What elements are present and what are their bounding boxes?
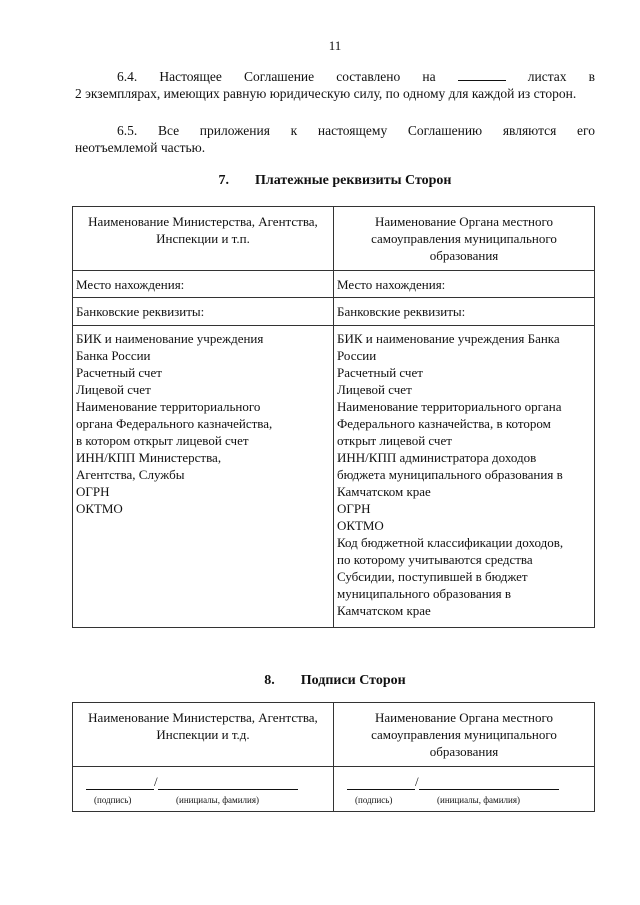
details-left-line: Лицевой счет [76,382,151,397]
details-left-line: БИК и наименование учреждения [76,331,264,346]
details-left-line: Наименование территориального [76,399,261,414]
paragraph-6-5-first-line: 6.5. Все приложения к настоящему Соглашению являются его [117,123,595,138]
details-left-line: органа Федерального казначейства, [76,416,273,431]
details-right-line: Код бюджетной классификации доходов, [337,535,564,550]
signatures-table [72,702,595,812]
signature-slash-left: / [154,774,158,789]
details-right-line: бюджета муниципального образования в [337,467,563,482]
details-right-line: по которому учитываются средства [337,552,533,567]
section-7-heading [0,173,640,189]
details-right-line: Наименование территориального органа [337,399,562,414]
signature-line-right [337,773,591,790]
table8-head-right: Наименование Органа местного самоуправления муниципального образования [334,703,595,767]
table7-location-right: Место нахождения: [334,271,595,298]
section-8-title: Подписи Сторон [300,673,406,688]
paragraph-6-4-text-b: листах в [527,69,595,84]
signature-cell-left [73,767,334,812]
details-right-line: Расчетный счет [337,365,423,380]
signature-cell-right [334,767,595,812]
details-right-line: ИНН/КПП администратора доходов [337,450,537,465]
section-8-heading [0,673,640,689]
details-left-line: ИНН/КПП Министерства, [76,450,222,465]
table7-details-right [334,326,595,628]
signature-captions-left [76,792,330,809]
details-right-line: ОГРН [337,501,371,516]
details-right-line: Федерального казначейства, в котором [337,416,551,431]
table7-details-left [73,326,334,628]
details-left-line: в котором открыт лицевой счет [76,433,249,448]
details-right-line: открыт лицевой счет [337,433,452,448]
signature-caption-right: (подпись) [355,795,393,805]
section-8-number: 8. [264,673,275,688]
details-left-line: Расчетный счет [76,365,162,380]
details-right-line: России [337,348,377,363]
sheet-count-blank [458,68,506,81]
details-right-line: Камчатском крае [337,484,431,499]
details-right-line: ОКТМО [337,518,384,533]
section-7-number: 7. [218,173,229,188]
name-blank-right [419,777,559,790]
details-right-line: БИК и наименование учреждения Банка [337,331,560,346]
name-caption-right: (инициалы, фамилия) [437,795,520,805]
signature-line-left [76,773,330,790]
paragraph-6-4 [75,68,595,102]
signature-slash-right: / [415,774,419,789]
details-left-line: Агентства, Службы [76,467,185,482]
details-right-line: Субсидии, поступившей в бюджет [337,569,528,584]
table7-bank-left: Банковские реквизиты: [73,298,334,326]
details-left-line: ОГРН [76,484,110,499]
paragraph-6-5-rest: неотъемлемой частью. [75,140,206,155]
signature-caption-left: (подпись) [94,795,132,805]
details-right-line: Камчатском крае [337,603,431,618]
table7-head-right: Наименование Органа местного самоуправления муниципального образования [334,207,595,271]
details-right-line: Лицевой счет [337,382,412,397]
payment-details-table [72,206,595,628]
table7-head-left: Наименование Министерства, Агентства, Инспекции и т.п. [73,207,334,271]
paragraph-6-4-first-line [75,68,595,85]
paragraph-6-5 [75,122,595,156]
signature-blank-left [86,777,154,790]
name-caption-left: (инициалы, фамилия) [176,795,259,805]
paragraph-6-4-text-a: 6.4. Настоящее Соглашение составлено на [117,69,436,84]
paragraph-6-4-rest: 2 экземплярах, имеющих равную юридическую силу, по одному для каждой из сторон. [75,86,577,101]
details-left-line: ОКТМО [76,501,123,516]
table8-head-left: Наименование Министерства, Агентства, Инспекции и т.д. [73,703,334,767]
signature-captions-right [337,792,591,809]
section-7-title: Платежные реквизиты Сторон [255,173,452,188]
table7-location-left: Место нахождения: [73,271,334,298]
name-blank-left [158,777,298,790]
details-right-line: муниципального образования в [337,586,511,601]
page-number: 11 [328,38,342,53]
table7-bank-right: Банковские реквизиты: [334,298,595,326]
signature-blank-right [347,777,415,790]
details-left-line: Банка России [76,348,151,363]
